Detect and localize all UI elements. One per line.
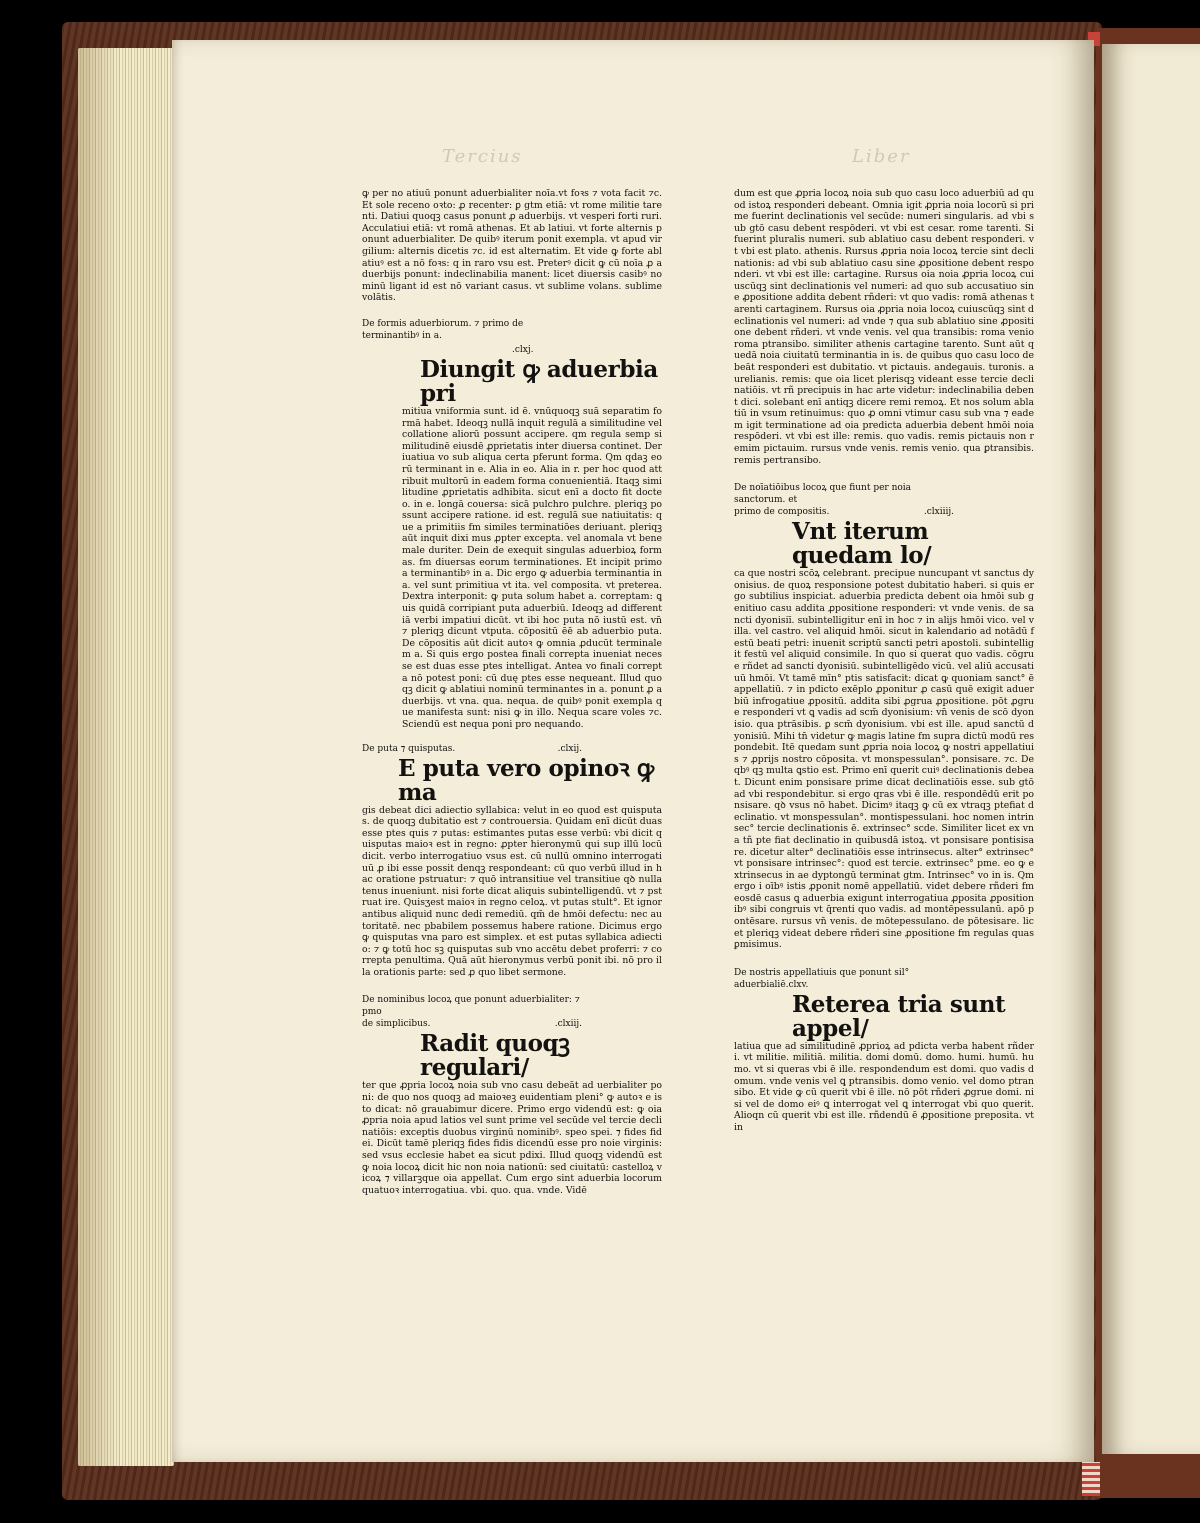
rubric-heading <box>734 967 1034 991</box>
left-text-column <box>362 188 662 1196</box>
initial-heading: Reterea tria sunt appel/ <box>792 990 1006 1042</box>
chapter-number: .clxiiij. <box>923 507 954 518</box>
rubric-text: primo de compositis. <box>734 507 830 518</box>
paragraph: ꝙ per no atiuū ponunt aduerbialiter noīa.vt foꝛs ⁊ vota facit ⁊c. Et sole receno oꝛto: ꝓ recenter: ꝑ gtm etiā: vt rome militie tarenti. Datiui quoqꝫ casus ponunt ꝓ aduerbijs. vt vesperi forti ruri. Acculatiui etiā: vt romā athenas. Et ab latiui. vt forte alternis ponunt aduerbialiter. De quibꝰ iterum ponit exempla. vt apud virgilium: alternis dicetis ⁊c. id est alternatim. Et vide ꝙ forte ablatiuꝰ est a nō foꝛs: q in raro vsu est. Preterꝰ dicit ꝙ cū noīa ꝓ aduerbijs ponunt: indeclinabilia manent: licet diuersis casibꝰ nominū ligant id est nō variant casus. vt sublime volans. sublime volātis. <box>362 188 662 304</box>
rubric-text: de simplicibus. <box>362 1019 431 1030</box>
paragraph: mitiua vniformia sunt. id ē. vnūquoqꝫ suā separatim formā habet. Ideoqꝫ nullā inquit regulā a similitudine vel collatione aliorū possunt accipere. qm regula semp similitudinē eiusdē ꝓprietatis inter diuersa continet. Deriuatiua vo sub aliqua certa pferunt forma. Qm qdaꝫ eorū terminant in e. Alia in eo. Alia in r. per hoc quod attribuit multorū in eadem forma conuenientiā. Itaqꝫ similitudine ꝓprietatis adhibita. sicut enī a docto fit docte o. in e. longā couersa: sicā pulchro pulchre. pleriqꝫ possunt accipere ratione. id est. regulā sue natiuitatis: que a primitiis fm similes terminatiōes deriuant. pleriqꝫ aūt inquit dixi mus ꝓpter excepta. vel anomala vt bene male duriter. Dein de exequit singulas aduerbioꝝ formas. fm diuersas eorum terminationes. Et incipit primo a terminantibꝰ in a. Dic ergo ꝙ aduerbia terminantia in a. vel sunt primitiua vt ita. vel composita. vt preterea. Dextra interponit: ꝙ puta solum habet a. correptam: ꝗuis quidā corripiant puta aduerbiū. Ideoqꝫ ad differentiā verbi impatiui dicūt. vt ibi hoc puta nō iustū est. vn̄ ⁊ pleriqꝫ dicunt vtputa. cōpositū ēē ab aduerbio puta. De cōpositis aūt dicit autoꝛ ꝙ omnia ꝓducūt terminalem a. Si quis ergo postea finali correpta inueniat necesse est duas esse ptes intelligat. Antea vo finali correpta nō potest poni: cū duę ptes esse nequeant. Illud quoqꝫ dicit ꝙ ablatiui nominū terminantes in a. ponunt ꝓ aduerbijs. vt vna. qua. nequa. de quibꝰ ponit exempla que manifesta sunt: nisi ꝙ in illo. Nequa scare voles ⁊c. Sciendū est nequa poni pro nequando. <box>402 405 662 730</box>
rubric-text: De formis aduerbiorum. ⁊ primo de terminantibꝰ in a. <box>362 318 524 341</box>
paragraph: dum est que ꝓpria locoꝝ noia sub quo casu loco aduerbiū ad quod istoꝝ responderi debeant. Omnia igit ꝓpria noia locorū si prime fuerint declinationis vel secūde: numeri singularis. ad vbi sub gtō casu debent respōderi. vt vbi est cesar. rome tarenti. Si fuerint pluralis numeri. sub ablatiuo casu debent responderi. vt vbi est plato. athenis. Rursus ꝓpria noia locoꝝ tercie sint declinationis: ad vbi sub ablatiuo casu sine ꝓpositione debent responderi. vt vbi est ille: cartagine. Rursus oia noia ꝓpria locoꝝ cuiuscūqꝫ sint declinationis vel numeri: ad quo sub accusatiuo sine ꝓpositione addita debent rñderi: vt quo vadis: romā athenas tarenti cartaginem. Rursus oia ꝓpria noia locoꝝ cuiuscūqꝫ sint declinationis vel numeri: ad vnde ⁊ qua sub ablatiuo sine ꝓpositione debent rñderi. vt vnde venis. vel qua transibis: roma venio roma ptransibo. similiter athenis cartagine tarento. Sunt aūt quedā noia ciuitatū terminantia in is. de quibus quo casu loco debeāt responderi est dubitatio. vt pictauis. andegauis. turonis. aurelianis. remis: que oia licet plerisqꝫ videant esse tercie declinatiōis. vt rñ precipuis in hac arte videtur: indeclinabilia debent dici. solebant enī antiqꝫ dicere remi remoꝝ. Et nos solum ablatiū in vsum retinuimus: quo ꝓ omni vtimur casu sub vna ⁊ eadem igit terminatione ad oia predicta aduerbia debent hmōi noia respōderi. vt vbi est ille: remis. quo vadis. remis pictauis non remim pictauim. rursus vnde venis. remis venio. qua ꝑtransibis. remis pertransibo. <box>734 188 1034 466</box>
headband-bottom <box>1082 1462 1100 1496</box>
rubric-text: De noīatiōibus locoꝝ que fiunt per noia sanctorum. et <box>734 483 912 506</box>
show-through-running-head: Tercius <box>442 146 523 167</box>
right-text-column <box>734 188 1034 1134</box>
paragraph: latiua que ad similitudinē ꝓprioꝝ ad pdicta verba habent rñderi. vt militie. militiā. militia. domi domū. domo. humi. humū. humo. vt si queras vbi ē ille. respondendum est domi. quo vadis domum. vnde venis vel ꝗ ptransibis. domo venio. vel domo ptransibo. Et vide ꝙ cū querit vbi ē ille. nō pōt rñderi ꝓgrue domi. nisi vel de domo eiꝰ ꝗ interrogat vel ꝗ interrogat vbi quo querit. Alioqn cū querit vbi est ille. rñdendū ē ꝓpositione preposita. vt in <box>734 1040 1034 1133</box>
paragraph: gis debeat dici adiectio syllabica: velut in eo quod est quisputas. de quoqꝫ dubitatio est ⁊ controuersia. Quidam enī dicūt duas esse ptes quis ⁊ putas: estimantes putas esse verbū: vbi dicit quisputas maioꝛ est in regno: ꝓpter hieronymū qui sup illū locū dicit. verbo interrogatiuo vsus est. cū nullū omnino interrogatiuū ꝓ ibi esse possit denqꝫ respondeant: cū quo verbū illud in hac oratione pstruatur: ⁊ quō intransitiue vel transitiue qꝺ nullatenus inueniunt. nisi forte dicat aliquis subintelligendū. vt ⁊ pstruat ire. Quisʒest maioꝛ in regno celoꝝ. vt putas stult°. Et ignorantibus aliquid nunc dedi remediū. qm̄ de hmōi defectu: nec autoritatē. nec pbabilem possemus habere ratione. Dicimus ergo ꝙ quisputas vna paro est simplex. et est putas syllabica adiectio: ⁊ ꝙ totū hoc sꝫ quisputas sub vno accētu debet proferri: ⁊ correpta penultima. Quā aūt hieronymus verbū ponit ibi. nō pro illa orationis parte: sed ꝓ quo libet sermone. <box>362 804 662 978</box>
rubric-heading <box>734 482 1034 506</box>
chapter-number: .clxij. <box>557 743 582 754</box>
paragraph: ter que ꝓpria locoꝝ noia sub vno casu debeāt ad uerbialiter poni: de quo nos quoqꝫ ad maioꝛeꝫ euidentiam pleni° ꝙ autoꝛ e isto dicat: nō grauabimur dicere. Primo ergo videndū est: ꝙ oia ꝓpria noia apud latios vel sunt prime vel secūde vel tercie declinatiōis: exceptis duobus virginū nominibꝰ. speo spei. ⁊ fides fidei. Dicūt tamē pleriqꝫ fides fidis dicendū esse pro noie virginis: sed vsus ecclesie habet ea sicut pdixi. Illud quoqꝫ videndū est ꝙ noia locoꝝ dicit hic non noia nationū: sed ciuitatū: castelloꝝ vicoꝝ ⁊ villarꝫque oia appellat. Cum ergo sint aduerbia locorum quatuoꝛ interrogatiua. vbi. quo. qua. vnde. Vidē <box>362 1080 662 1196</box>
initial-heading: Diungit ꝙ aduerbia pri <box>420 355 658 407</box>
rubric-text: De nominibus locoꝝ que ponunt aduerbialiter: ⁊ pmo <box>362 995 580 1018</box>
chapter-number-row <box>362 344 662 356</box>
rubric-text: De puta ⁊ quisputas. <box>362 743 456 754</box>
chapter-number: .clxiij. <box>554 1019 582 1030</box>
page-edges <box>78 48 174 1466</box>
initial-heading: Radit quoqꝫ regulari/ <box>420 1030 570 1082</box>
rubric-heading-line2 <box>362 1018 662 1030</box>
show-through-running-head-right: Liber <box>852 146 911 167</box>
rubric-heading <box>362 994 662 1018</box>
chapter-number: .clxj. <box>512 344 534 355</box>
initial-heading: Vnt iterum quedam lo/ <box>792 518 932 570</box>
initial-heading: E puta vero opinoꝛ ꝙ ma <box>398 754 654 806</box>
facing-page <box>1102 44 1200 1454</box>
rubric-heading-line2 <box>734 506 1034 518</box>
rubric-text: De nostris appellatiuis que ponunt sil° aduerbialiē.clxv. <box>734 967 910 990</box>
rubric-heading <box>362 743 662 755</box>
paragraph: ca que nostri scōꝝ celebrant. precipue nuncupant vt sanctus dyonisius. de quoꝝ responsione potest dubitatio haberi. si quis ergo subtilius inspiciat. aduerbia predicta debent oia hmōi sub genitiuo casu addita ꝓpositione responderi: vt vnde venis. de sancti dyonisiī. subintelligitur enī in hoc ⁊ in alijs hmōi vico. vel villa. vel castro. vel aliquid hmōi. sicut in kalendario ad notādū festū beati petri: inuenit scriptū sancti petri apostoli. subintelligit festū vel aliquid consimile. In quo si querat quo vadis. cōgrue rñdet ad sancti dyonisiū. subintelligēdo vicū. vel aliū accusatiuū hmōi. Vt tamē mīn° ptis satisfacit: dicat ꝙ quoniam sanct° ē appellatiū. ⁊ in pdicto exēplo ꝓponitur ꝓ casū quē exigit aduerbiū infrogatiue ꝓpositū. addita sibi ꝓgrua ꝓpositione. pōt ꝓgrue responderi vt ꝗ vadis ad scm̄ dyonisium: vn̄ venis de scō dyonisio. qua ptrāsibis. ꝑ scm̄ dyonisium. vbi est ille. apud sanctū dyonisiū. Mihi tn̄ videtur ꝙ magis latine fm supra dictū modū respondebit. Itē quedam sunt ꝓpria noia locoꝝ ꝙ nostri appellatiuis ⁊ ꝓprijs nostro cōposita. vt monspessulan°. ponsisare. ⁊c. De qbꝰ qꝫ multa ꝗstio est. Primo enī querit cuiꝰ declinationis debeat. Dicunt enim ponsisare prime dicat declinatiōis esse. sub gtō ad vbi respondebitur. si ergo qras vbi ē ille. respondēdū erit ponsisare. qꝺ vsus nō habet. Dicimꝰ itaqꝫ ꝙ cū ex vtraqꝫ ptefiat declinatio. vt monspessulan°. montispessulani. hoc nomen intrinsec° tercie declinationis ē. extrinsec° scde. Similiter licet ex vna tñ pte fiat declinatio in quibusdā istoꝝ. vt ponsisare pontisisare. dicetur alter° declinatiōis esse intrinsecus. alter° extrinsec° vt ponsisare intrinsec°: quod est tercie. extrinsec° pme. eo ꝙ extrinsecus in ae dyptongū terminat gtm. Intrinsec° vo in is. Qm ergo i oībꝰ istis ꝓponit nomē appellatiū. videt debere rñderi fm eosdē casus ꝗ aduerbia exigunt interrogatiua ꝓposita ꝓpositionibꝰ sibi congruis vt q̄renti quo vadis. ad montēpessulanū. apō pontēsare. rursus vn̄ venis. de mōtepessulano. de pōtesisare. licet pleriqꝫ videat debere rñderi sine ꝓpositione fm regulas quas ꝑmisimus. <box>734 568 1035 951</box>
rubric-heading <box>362 318 662 342</box>
